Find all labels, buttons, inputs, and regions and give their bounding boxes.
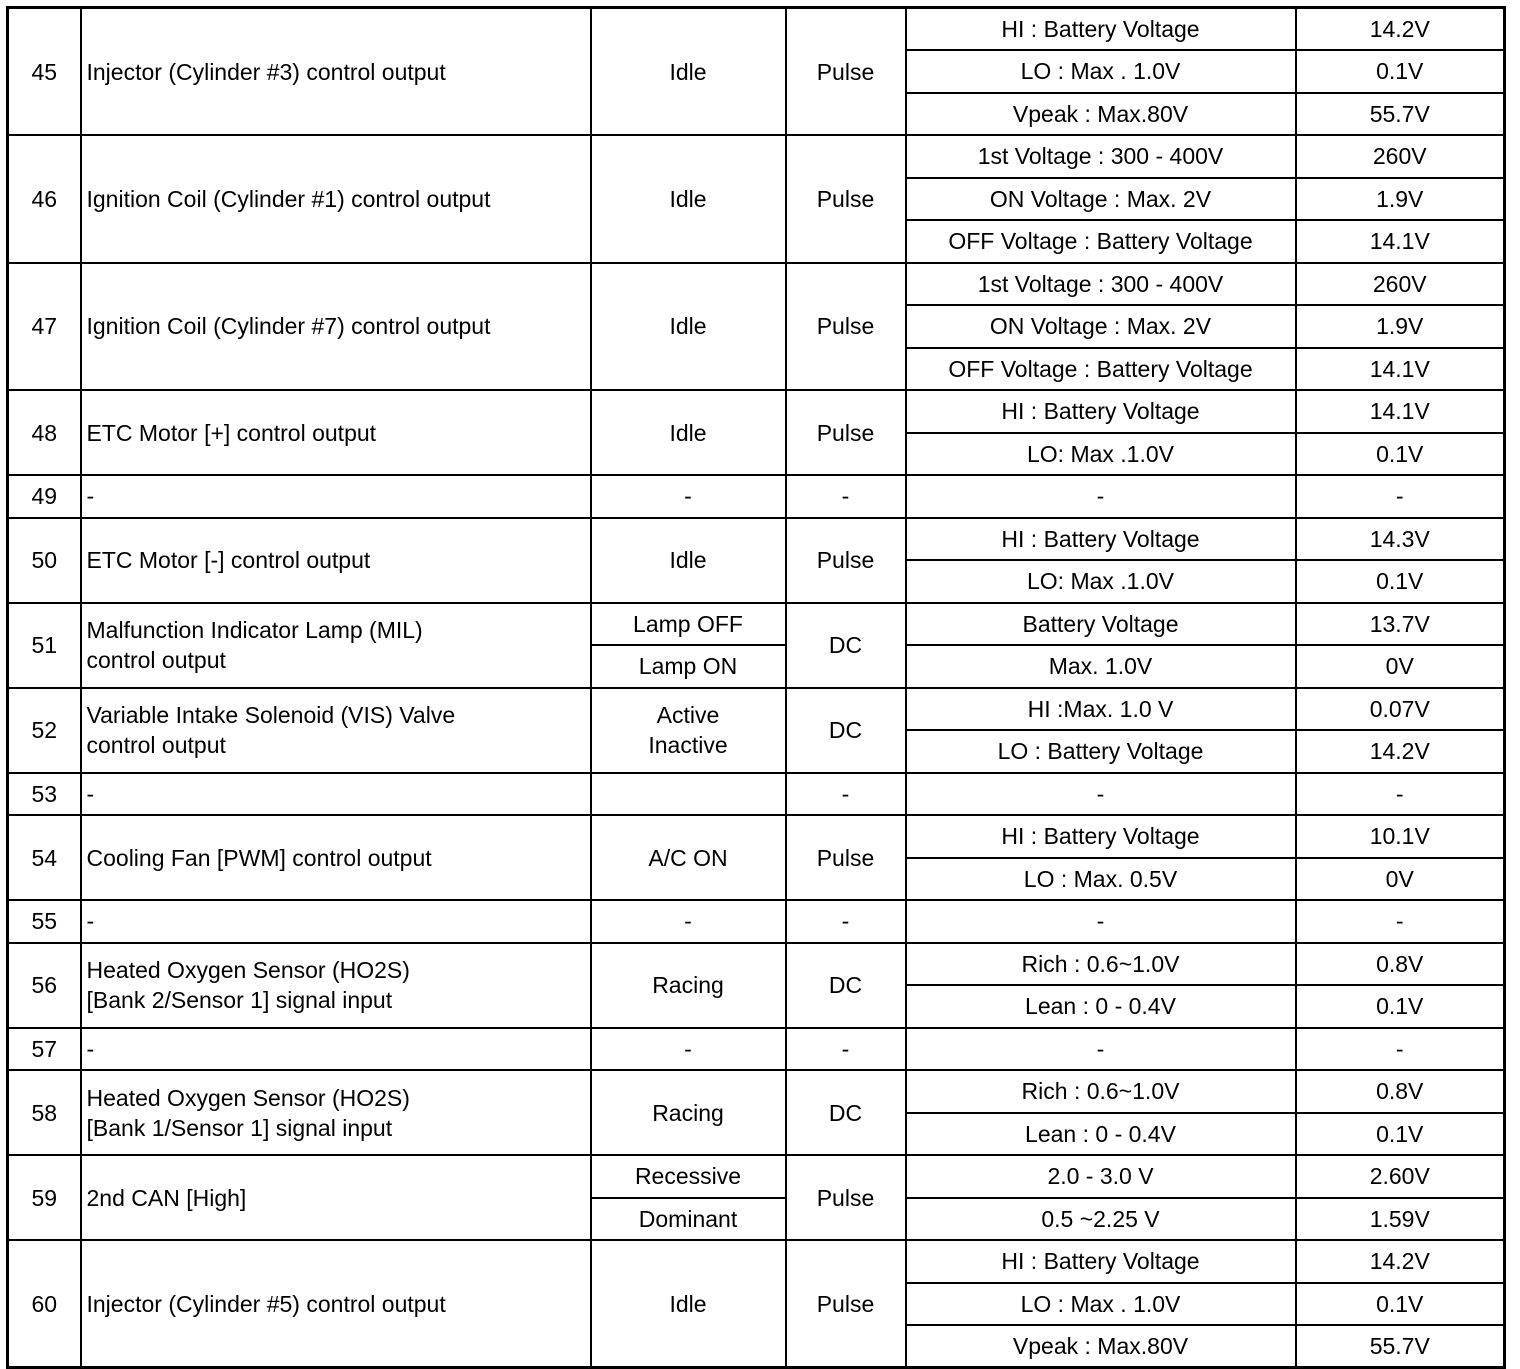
spec-value: OFF Voltage : Battery Voltage bbox=[906, 348, 1296, 391]
pin-number: 59 bbox=[8, 1155, 81, 1240]
spec-value: - bbox=[906, 773, 1296, 816]
test-condition bbox=[591, 8, 786, 136]
pin-spec-table bbox=[6, 6, 1506, 1369]
test-result: 14.3V bbox=[1296, 518, 1505, 561]
condition-line: Active bbox=[656, 702, 720, 728]
condition-line: Racing bbox=[652, 1099, 724, 1126]
signal-type: Pulse bbox=[786, 815, 906, 900]
test-condition bbox=[591, 943, 786, 1028]
table-row bbox=[8, 900, 1505, 943]
pin-number: 53 bbox=[8, 773, 81, 816]
spec-value: HI :Max. 1.0 V bbox=[906, 688, 1296, 731]
test-result: 0.1V bbox=[1296, 985, 1505, 1028]
pin-number: 57 bbox=[8, 1028, 81, 1071]
spec-value: OFF Voltage : Battery Voltage bbox=[906, 220, 1296, 263]
condition-line: A/C ON bbox=[648, 844, 728, 871]
description-line: Injector (Cylinder #3) control output bbox=[86, 58, 446, 85]
table-row bbox=[8, 1028, 1505, 1071]
signal-type: Pulse bbox=[786, 390, 906, 475]
spec-value: - bbox=[906, 900, 1296, 943]
condition-line: Idle bbox=[669, 313, 707, 340]
table-row bbox=[8, 135, 1505, 178]
pin-number: 50 bbox=[8, 518, 81, 603]
test-result: 10.1V bbox=[1296, 815, 1505, 858]
signal-type: Pulse bbox=[786, 1155, 906, 1240]
table-row bbox=[8, 1070, 1505, 1113]
condition-line: Idle bbox=[669, 58, 707, 85]
signal-type: DC bbox=[786, 603, 906, 688]
condition-line: Idle bbox=[669, 1290, 707, 1317]
table-row bbox=[8, 390, 1505, 433]
test-result: 14.1V bbox=[1296, 390, 1505, 433]
description-line: control output bbox=[86, 647, 226, 673]
description-line: - bbox=[86, 1035, 95, 1062]
spec-value: - bbox=[906, 475, 1296, 518]
pin-description bbox=[81, 900, 591, 943]
pin-description bbox=[81, 1028, 591, 1071]
test-result: 0.1V bbox=[1296, 433, 1505, 476]
pin-description bbox=[81, 1240, 591, 1368]
spec-value: 0.5 ~2.25 V bbox=[906, 1198, 1296, 1241]
test-result: 1.9V bbox=[1296, 305, 1505, 348]
pin-number: 54 bbox=[8, 815, 81, 900]
spec-value: - bbox=[906, 1028, 1296, 1071]
pin-number: 56 bbox=[8, 943, 81, 1028]
test-condition: Lamp ON bbox=[591, 645, 786, 688]
pin-number: 55 bbox=[8, 900, 81, 943]
spec-value: Battery Voltage bbox=[906, 603, 1296, 646]
description-line: Ignition Coil (Cylinder #7) control output bbox=[86, 313, 491, 340]
signal-type: Pulse bbox=[786, 135, 906, 263]
test-result: 14.2V bbox=[1296, 8, 1505, 51]
description-line: [Bank 2/Sensor 1] signal input bbox=[86, 987, 393, 1013]
test-result: 14.2V bbox=[1296, 1240, 1505, 1283]
spec-value: HI : Battery Voltage bbox=[906, 1240, 1296, 1283]
test-result: 260V bbox=[1296, 135, 1505, 178]
test-condition: Dominant bbox=[591, 1198, 786, 1241]
description-line: ETC Motor [+] control output bbox=[86, 419, 377, 446]
test-result: - bbox=[1296, 475, 1505, 518]
table-row bbox=[8, 943, 1505, 986]
pin-number: 58 bbox=[8, 1070, 81, 1155]
spec-value: 1st Voltage : 300 - 400V bbox=[906, 263, 1296, 306]
spec-value: LO: Max .1.0V bbox=[906, 433, 1296, 476]
description-line: [Bank 1/Sensor 1] signal input bbox=[86, 1114, 393, 1141]
description-line: Heated Oxygen Sensor (HO2S) bbox=[86, 1084, 410, 1111]
test-condition bbox=[591, 390, 786, 475]
test-result: - bbox=[1296, 1028, 1505, 1071]
description-line: - bbox=[86, 780, 95, 807]
spec-value: LO : Max . 1.0V bbox=[906, 50, 1296, 93]
description-line: Cooling Fan [PWM] control output bbox=[86, 844, 432, 871]
pin-description bbox=[81, 1070, 591, 1155]
condition-line: Inactive bbox=[648, 732, 728, 758]
test-condition: Lamp OFF bbox=[591, 603, 786, 646]
spec-value: HI : Battery Voltage bbox=[906, 8, 1296, 51]
pin-description bbox=[81, 815, 591, 900]
description-line: Malfunction Indicator Lamp (MIL) bbox=[86, 617, 423, 643]
test-condition bbox=[591, 815, 786, 900]
test-result: 0.8V bbox=[1296, 1070, 1505, 1113]
test-result: 0V bbox=[1296, 645, 1505, 688]
condition-line: - bbox=[684, 1035, 692, 1062]
test-condition: Recessive bbox=[591, 1155, 786, 1198]
pin-description bbox=[81, 390, 591, 475]
pin-description bbox=[81, 1155, 591, 1240]
test-result: 0.1V bbox=[1296, 1283, 1505, 1326]
condition-line: - bbox=[684, 908, 692, 935]
test-result: 14.2V bbox=[1296, 730, 1505, 773]
signal-type: Pulse bbox=[786, 8, 906, 136]
test-result: 0.07V bbox=[1296, 688, 1505, 731]
signal-type: DC bbox=[786, 688, 906, 773]
signal-type: DC bbox=[786, 943, 906, 1028]
table-row bbox=[8, 603, 1505, 646]
table-row bbox=[8, 1155, 1505, 1198]
description-line: Variable Intake Solenoid (VIS) Valve bbox=[86, 702, 456, 728]
spec-value: 1st Voltage : 300 - 400V bbox=[906, 135, 1296, 178]
test-result: 1.9V bbox=[1296, 178, 1505, 221]
description-line: - bbox=[86, 908, 95, 935]
description-line: Injector (Cylinder #5) control output bbox=[86, 1290, 446, 1317]
test-result: 13.7V bbox=[1296, 603, 1505, 646]
test-result: 0.1V bbox=[1296, 560, 1505, 603]
test-result: 0.1V bbox=[1296, 50, 1505, 93]
condition-line: Idle bbox=[669, 419, 707, 446]
test-result: 14.1V bbox=[1296, 348, 1505, 391]
condition-line: Idle bbox=[669, 185, 707, 212]
spec-value: Max. 1.0V bbox=[906, 645, 1296, 688]
signal-type: Pulse bbox=[786, 1240, 906, 1368]
pin-number: 49 bbox=[8, 475, 81, 518]
description-line: Heated Oxygen Sensor (HO2S) bbox=[86, 957, 410, 983]
condition-line: Idle bbox=[669, 547, 707, 573]
spec-value: Vpeak : Max.80V bbox=[906, 1325, 1296, 1368]
spec-value: LO : Battery Voltage bbox=[906, 730, 1296, 773]
pin-description bbox=[81, 773, 591, 816]
spec-value: HI : Battery Voltage bbox=[906, 518, 1296, 561]
description-line: Ignition Coil (Cylinder #1) control output bbox=[86, 185, 491, 212]
test-result: - bbox=[1296, 900, 1505, 943]
pin-description bbox=[81, 135, 591, 263]
table-row bbox=[8, 815, 1505, 858]
test-result: 260V bbox=[1296, 263, 1505, 306]
spec-value: 2.0 - 3.0 V bbox=[906, 1155, 1296, 1198]
pin-number: 60 bbox=[8, 1240, 81, 1368]
description-line: 2nd CAN [High] bbox=[86, 1184, 247, 1211]
pin-number: 46 bbox=[8, 135, 81, 263]
description-line: - bbox=[86, 483, 95, 510]
spec-value: Lean : 0 - 0.4V bbox=[906, 985, 1296, 1028]
test-result: 0.1V bbox=[1296, 1113, 1505, 1156]
test-result: 1.59V bbox=[1296, 1198, 1505, 1241]
test-condition bbox=[591, 1028, 786, 1071]
signal-type: - bbox=[786, 1028, 906, 1071]
pin-description bbox=[81, 688, 591, 773]
signal-type: - bbox=[786, 475, 906, 518]
pin-description bbox=[81, 518, 591, 603]
test-result: 14.1V bbox=[1296, 220, 1505, 263]
signal-type: Pulse bbox=[786, 263, 906, 391]
test-condition bbox=[591, 900, 786, 943]
spec-value: HI : Battery Voltage bbox=[906, 390, 1296, 433]
test-result: 0V bbox=[1296, 858, 1505, 901]
spec-value: LO : Max . 1.0V bbox=[906, 1283, 1296, 1326]
pin-description bbox=[81, 263, 591, 391]
test-result: 55.7V bbox=[1296, 1325, 1505, 1368]
test-condition bbox=[591, 1240, 786, 1368]
spec-value: LO : Max. 0.5V bbox=[906, 858, 1296, 901]
test-result: 2.60V bbox=[1296, 1155, 1505, 1198]
table-row bbox=[8, 475, 1505, 518]
test-condition bbox=[591, 688, 786, 773]
spec-value: HI : Battery Voltage bbox=[906, 815, 1296, 858]
spec-value: ON Voltage : Max. 2V bbox=[906, 305, 1296, 348]
spec-value: ON Voltage : Max. 2V bbox=[906, 178, 1296, 221]
test-condition bbox=[591, 1070, 786, 1155]
pin-number: 51 bbox=[8, 603, 81, 688]
table-row bbox=[8, 688, 1505, 731]
spec-value: Rich : 0.6~1.0V bbox=[906, 1070, 1296, 1113]
table-row bbox=[8, 1240, 1505, 1283]
pin-description bbox=[81, 603, 591, 688]
signal-type: DC bbox=[786, 1070, 906, 1155]
table-row bbox=[8, 518, 1505, 561]
test-condition bbox=[591, 773, 786, 816]
pin-description bbox=[81, 943, 591, 1028]
condition-line: - bbox=[684, 483, 692, 510]
test-result: 55.7V bbox=[1296, 93, 1505, 136]
test-condition bbox=[591, 475, 786, 518]
test-result: - bbox=[1296, 773, 1505, 816]
table-row bbox=[8, 8, 1505, 51]
spec-value: Rich : 0.6~1.0V bbox=[906, 943, 1296, 986]
test-condition bbox=[591, 263, 786, 391]
pin-number: 47 bbox=[8, 263, 81, 391]
pin-number: 45 bbox=[8, 8, 81, 136]
pin-number: 48 bbox=[8, 390, 81, 475]
table-row bbox=[8, 773, 1505, 816]
table-row bbox=[8, 263, 1505, 306]
condition-line: Racing bbox=[652, 972, 724, 998]
description-line: control output bbox=[86, 732, 226, 758]
signal-type: - bbox=[786, 773, 906, 816]
spec-value: Lean : 0 - 0.4V bbox=[906, 1113, 1296, 1156]
test-result: 0.8V bbox=[1296, 943, 1505, 986]
spec-value: Vpeak : Max.80V bbox=[906, 93, 1296, 136]
description-line: ETC Motor [-] control output bbox=[86, 547, 371, 573]
pin-description bbox=[81, 8, 591, 136]
signal-type: Pulse bbox=[786, 518, 906, 603]
signal-type: - bbox=[786, 900, 906, 943]
test-condition bbox=[591, 135, 786, 263]
pin-number: 52 bbox=[8, 688, 81, 773]
spec-value: LO: Max .1.0V bbox=[906, 560, 1296, 603]
pin-description bbox=[81, 475, 591, 518]
test-condition bbox=[591, 518, 786, 603]
